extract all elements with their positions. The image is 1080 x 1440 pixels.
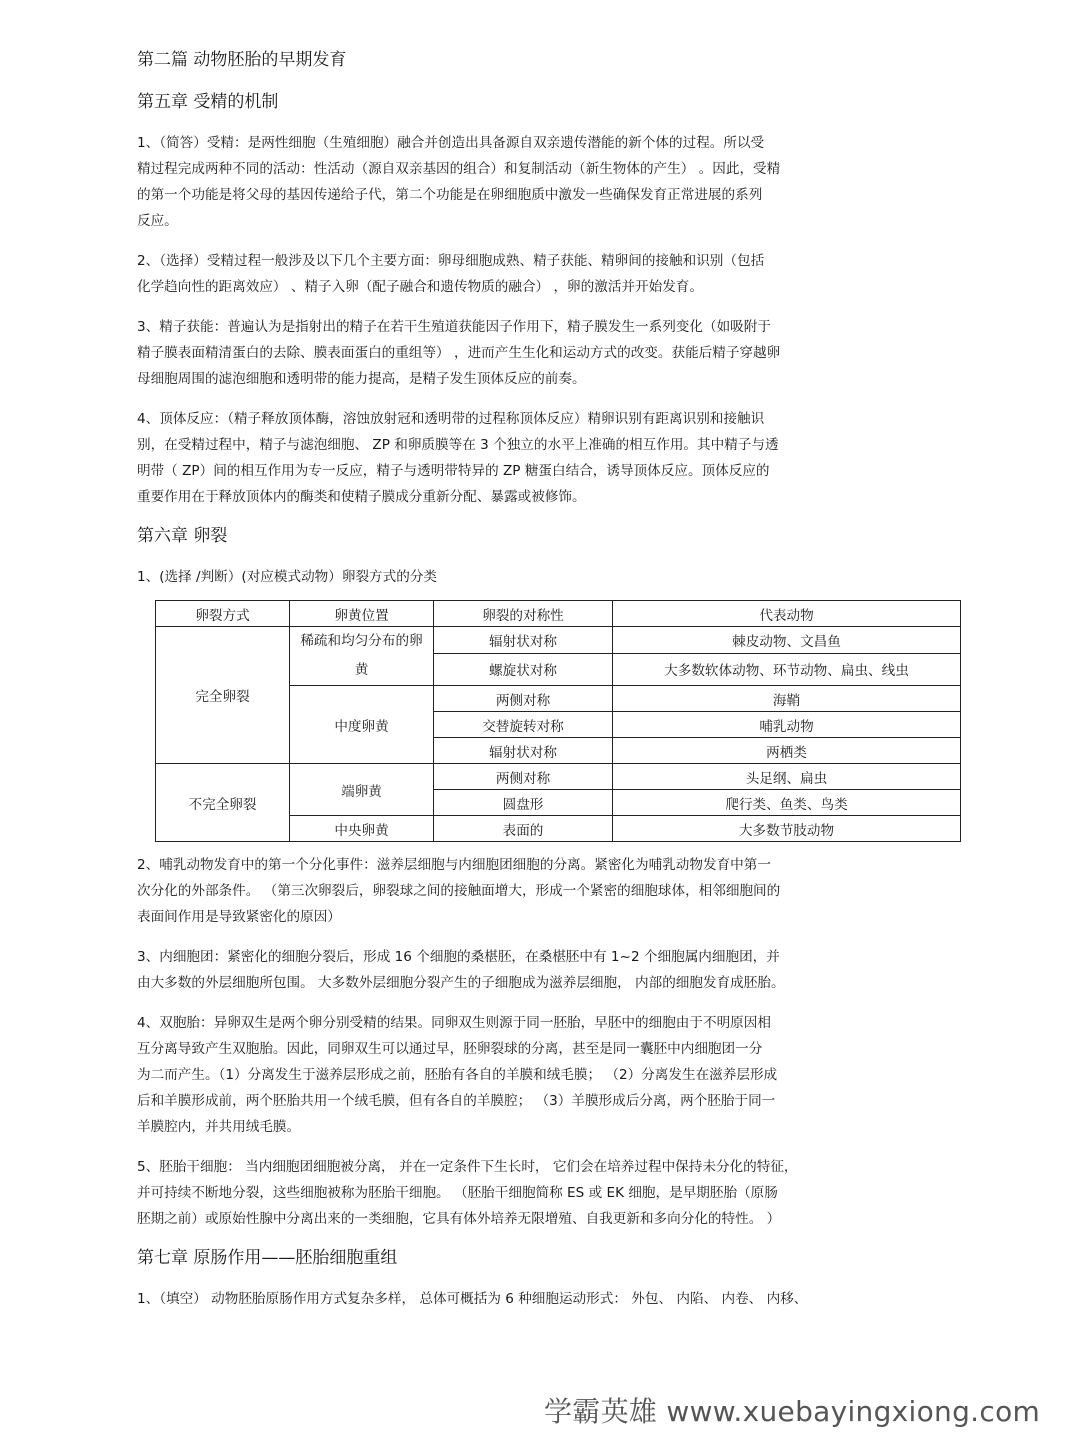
text-line: 精过程完成两种不同的活动：性活动（源自双亲基因的组合）和复制活动（新生物体的产生） 。因此，受精 [137, 161, 781, 177]
text-line: 1、（填空） 动物胚胎原肠作用方式复杂多样， 总体可概括为 6 种细胞运动形式： 外包、 内陷、 内卷、 内移、 [137, 1291, 808, 1307]
text-line: 由大多数的外层细胞所包围。 大多数外层细胞分裂产生的子细胞成为滋养层细胞， 内部的细胞发育成胚胎。 [137, 975, 785, 991]
ch6-paragraph-4 [137, 1010, 967, 1140]
yolk-position-cell: 中央卵黄 [290, 816, 434, 842]
text-line: 表面间作用是导致紧密化的原因） [137, 909, 341, 925]
animal-cell: 两栖类 [613, 738, 961, 764]
text-line: 并可持续不断地分裂，这些细胞被称为胚胎干细胞。 （胚胎干细胞简称 ES 或 EK 细胞，是早期胚胎（原肠 [137, 1185, 778, 1201]
text-line: 1、(选择 /判断）(对应模式动物）卵裂方式的分类 [137, 569, 438, 585]
text-line: 1、（简答）受精：是两性细胞（生殖细胞）融合并创造出具备源自双亲遗传潜能的新个体的过程。所以受 [137, 135, 765, 151]
chapter-5-title: 第五章 受精的机制 [137, 92, 279, 112]
yolk-position-cell: 中度卵黄 [290, 686, 434, 764]
animal-cell: 棘皮动物、文昌鱼 [613, 627, 961, 654]
table-header: 卵黄位置 [290, 601, 434, 627]
ch6-paragraph-5 [137, 1154, 967, 1232]
ch7-paragraph-1 [137, 1286, 967, 1312]
text-line: 的第一个功能是将父母的基因传递给子代，第二个功能是在卵细胞质中激发一些确保发育正常进展的系列 [137, 187, 763, 203]
ch6-intro [137, 564, 967, 590]
text-line: 重要作用在于释放顶体内的酶类和使精子膜成分重新分配、暴露或被修饰。 [137, 489, 586, 505]
table-header: 卵裂方式 [156, 601, 290, 627]
symmetry-cell: 圆盘形 [434, 790, 613, 816]
part-title: 第二篇 动物胚胎的早期发育 [137, 50, 347, 70]
text-line: 精子膜表面精清蛋白的去除、膜表面蛋白的重组等） ，进而产生生化和运动方式的改变。获能后精子穿越卵 [137, 345, 781, 361]
symmetry-cell: 两侧对称 [434, 764, 613, 790]
text-line: 为二而产生。（1）分离发生于滋养层形成之前，胚胎有各自的羊膜和绒毛膜； （2）分离发生在滋养层形成 [137, 1067, 778, 1083]
yolk-position-cell: 稀疏和均匀分布的卵黄 [290, 627, 434, 686]
ch6-paragraph-2 [137, 852, 967, 930]
text-line: 后和羊膜形成前，两个胚胎共用一个绒毛膜，但有各自的羊膜腔； （3）羊膜形成后分离，两个胚胎于同一 [137, 1093, 776, 1109]
cleavage-table [155, 600, 961, 842]
animal-cell: 头足纲、扁虫 [613, 764, 961, 790]
text-line: 4、顶体反应：（精子释放顶体酶，溶蚀放射冠和透明带的过程称顶体反应）精卵识别有距离识别和接触识 [137, 411, 765, 427]
animal-cell: 海鞘 [613, 686, 961, 712]
text-line: 2、（选择）受精过程一般涉及以下几个主要方面：卵母细胞成熟、精子获能、精卵间的接触和识别（包括 [137, 253, 765, 269]
cleavage-type-cell: 完全卵裂 [156, 627, 290, 764]
ch5-paragraph-2 [137, 248, 967, 300]
text-line: 3、内细胞团：紧密化的细胞分裂后，形成 16 个细胞的桑椹胚，在桑椹胚中有 1~2 个细胞属内细胞团，并 [137, 949, 780, 965]
table-header: 代表动物 [613, 601, 961, 627]
ch5-paragraph-3 [137, 314, 967, 392]
table-header-row [156, 601, 961, 627]
text-line: 2、哺乳动物发育中的第一个分化事件：滋养层细胞与内细胞团细胞的分离。紧密化为哺乳动物发育中第一 [137, 857, 771, 873]
text-line: 4、双胞胎：异卵双生是两个卵分别受精的结果。同卵双生则源于同一胚胎，早胚中的细胞由于不明原因相 [137, 1015, 771, 1031]
symmetry-cell: 两侧对称 [434, 686, 613, 712]
watermark-logo: 学霸英雄 www.xuebayingxiong.com [544, 1395, 1041, 1428]
symmetry-cell: 螺旋状对称 [434, 653, 613, 685]
animal-cell: 大多数软体动物、环节动物、扁虫、线虫 [613, 653, 961, 685]
symmetry-cell: 辐射状对称 [434, 627, 613, 654]
document-page [137, 48, 967, 1326]
text-line: 次分化的外部条件。 （第三次卵裂后，卵裂球之间的接触面增大，形成一个紧密的细胞球体，相邻细胞间的 [137, 883, 781, 899]
text-line: 3、精子获能：普遍认为是指射出的精子在若干生殖道获能因子作用下，精子膜发生一系列变化（如吸附于 [137, 319, 771, 335]
text-line: 化学趋向性的距离效应） 、精子入卵（配子融合和遗传物质的融合） ，卵的激活并开始发育。 [137, 279, 703, 295]
animal-cell: 哺乳动物 [613, 712, 961, 738]
text-line: 互分离导致产生双胞胎。因此，同卵双生可以通过早，胚卵裂球的分离，甚至是同一囊胚中内细胞团一分 [137, 1041, 763, 1057]
yolk-position-cell: 端卵黄 [290, 764, 434, 816]
table-row [156, 627, 961, 654]
ch6-paragraph-3 [137, 944, 967, 996]
symmetry-cell: 交替旋转对称 [434, 712, 613, 738]
text-line: 羊膜腔内，并共用绒毛膜。 [137, 1119, 301, 1135]
animal-cell: 爬行类、鱼类、鸟类 [613, 790, 961, 816]
symmetry-cell: 表面的 [434, 816, 613, 842]
cleavage-type-cell: 不完全卵裂 [156, 764, 290, 842]
text-line: 母细胞周围的滤泡细胞和透明带的能力提高，是精子发生顶体反应的前奏。 [137, 371, 586, 387]
text-line: 明带（ ZP）间的相互作用为专一反应，精子与透明带特异的 ZP 糖蛋白结合，诱导顶体反应。顶体反应的 [137, 463, 770, 479]
table-header: 卵裂的对称性 [434, 601, 613, 627]
symmetry-cell: 辐射状对称 [434, 738, 613, 764]
ch5-paragraph-4 [137, 406, 967, 510]
text-line: 5、胚胎干细胞： 当内细胞团细胞被分离， 并在一定条件下生长时， 它们会在培养过程中保持未分化的特征， [137, 1159, 798, 1175]
text-line: 别，在受精过程中，精子与滤泡细胞、 ZP 和卵质膜等在 3 个独立的水平上准确的相互作用。其中精子与透 [137, 437, 779, 453]
animal-cell: 大多数节肢动物 [613, 816, 961, 842]
ch5-paragraph-1 [137, 130, 967, 234]
table-row [156, 764, 961, 790]
text-line: 胚期之前）或原始性腺中分离出来的一类细胞，它具有体外培养无限增殖、自我更新和多向分化的特性。 ） [137, 1211, 781, 1227]
text-line: 反应。 [137, 213, 178, 229]
chapter-7-title: 第七章 原肠作用——胚胎细胞重组 [137, 1248, 398, 1268]
chapter-6-title: 第六章 卵裂 [137, 526, 228, 546]
